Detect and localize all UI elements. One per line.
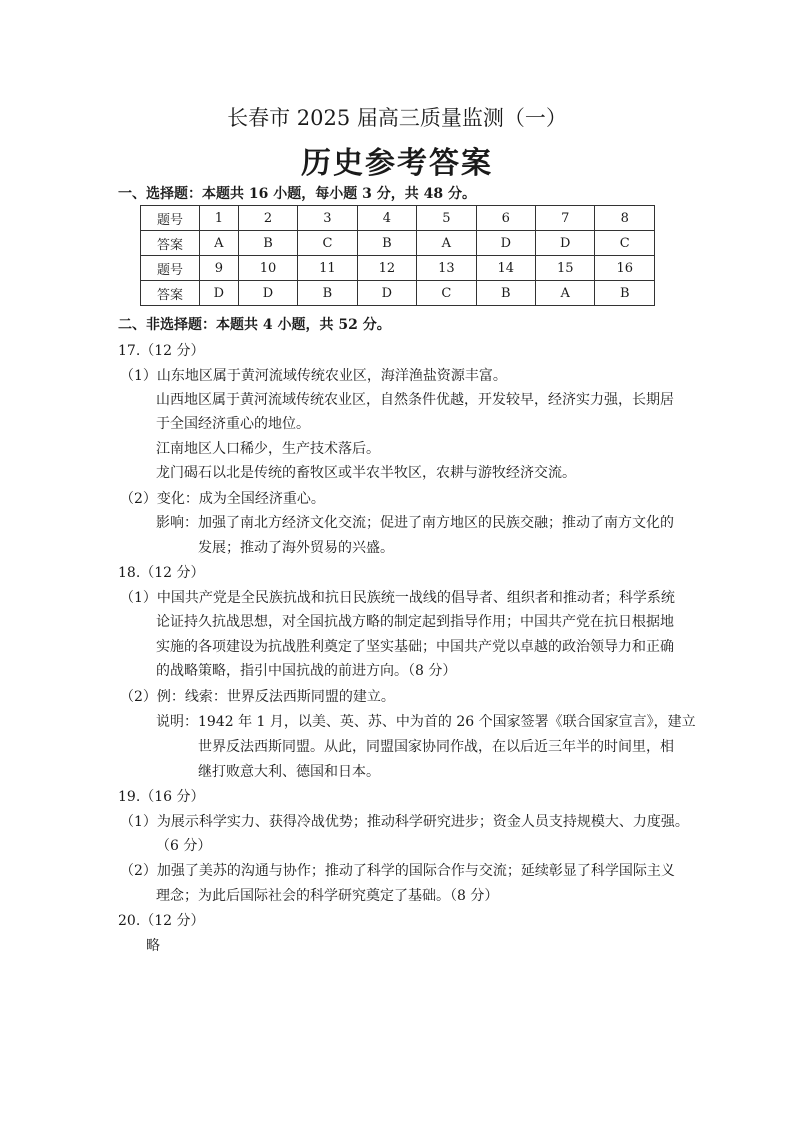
table-cell: 15 (536, 256, 595, 281)
q19-part1-line2: （6 分） (156, 838, 212, 854)
table-cell: A (417, 231, 476, 256)
table-cell: D (357, 281, 416, 306)
table-cell: B (298, 281, 357, 306)
q17-part1-line5: 龙门碣石以北是传统的畜牧区或半农半牧区，农耕与游牧经济交流。 (156, 465, 576, 481)
q18-part2-line4: 继打败意大利、德国和日本。 (198, 764, 380, 780)
q17-part1-line4: 江南地区人口稀少，生产技术落后。 (156, 441, 380, 457)
q19-part2-line2: 理念；为此后国际社会的科学研究奠定了基础。（8 分） (156, 888, 499, 904)
table-cell: 4 (357, 206, 416, 231)
section1-heading: 一、选择题：本题共 16 小题，每小题 3 分，共 48 分。 (118, 186, 476, 202)
table-row (141, 231, 655, 256)
q18-part1-line1: （1）中国共产党是全民族抗战和抗日民族统一战线的倡导者、组织者和推动者；科学系统 (120, 590, 675, 606)
table-cell: 13 (417, 256, 476, 281)
q17-part1-line3: 于全国经济重心的地位。 (156, 416, 310, 432)
table-cell: 7 (536, 206, 595, 231)
table-row (141, 206, 655, 231)
table-cell: 16 (595, 256, 655, 281)
q20-title: 20.（12 分） (118, 913, 205, 929)
table-cell: 3 (298, 206, 357, 231)
table-cell: 8 (595, 206, 655, 231)
table-row-label: 题号 (141, 256, 200, 281)
answer-table (140, 205, 655, 306)
q18-part2-line3: 世界反法西斯同盟。从此，同盟国家协同作战，在以后近三年半的时间里，相 (198, 739, 674, 755)
table-cell: 12 (357, 256, 416, 281)
table-row (141, 256, 655, 281)
table-cell: D (476, 231, 535, 256)
table-cell: 9 (200, 256, 239, 281)
table-cell: 14 (476, 256, 535, 281)
table-cell: 11 (298, 256, 357, 281)
table-cell: A (536, 281, 595, 306)
table-cell: 6 (476, 206, 535, 231)
table-cell: B (238, 231, 297, 256)
q17-part2-line2: 影响：加强了南北方经济文化交流；促进了南方地区的民族交融；推动了南方文化的 (156, 515, 674, 531)
document-title: 长春市 2025 届高三质量监测（一） (227, 106, 567, 130)
q17-part1-line2: 山西地区属于黄河流域传统农业区，自然条件优越，开发较早，经济实力强，长期居 (156, 392, 674, 408)
table-cell: C (595, 231, 655, 256)
q18-part2-line1: （2）例：线索：世界反法西斯同盟的建立。 (120, 689, 395, 705)
q20-body: 略 (146, 938, 160, 954)
q18-title: 18.（12 分） (118, 565, 205, 581)
table-cell: 5 (417, 206, 476, 231)
q18-part1-line3: 实施的各项建设为抗战胜利奠定了坚实基础；中国共产党以卓越的政治领导力和正确 (156, 639, 674, 655)
table-cell: B (595, 281, 655, 306)
table-row-label: 答案 (141, 281, 200, 306)
q18-part2-line2: 说明：1942 年 1 月，以美、英、苏、中为首的 26 个国家签署《联合国家宣言》，建立 (156, 714, 696, 730)
table-cell: D (536, 231, 595, 256)
table-row-label: 答案 (141, 231, 200, 256)
q17-part2-line3: 发展；推动了海外贸易的兴盛。 (198, 540, 394, 556)
q19-part1-line1: （1）为展示科学实力、获得冷战优势；推动科学研究进步；资金人员支持规模大、力度强。 (120, 814, 689, 830)
table-cell: 1 (200, 206, 239, 231)
table-cell: 2 (238, 206, 297, 231)
table-row (141, 281, 655, 306)
table-cell: C (298, 231, 357, 256)
table-cell: B (476, 281, 535, 306)
q19-part2-line1: （2）加强了美苏的沟通与协作；推动了科学的国际合作与交流；延续彰显了科学国际主义 (120, 863, 675, 879)
q17-part2-line1: （2）变化：成为全国经济重心。 (120, 491, 325, 507)
table-cell: 10 (238, 256, 297, 281)
q17-title: 17.（12 分） (118, 343, 205, 359)
table-cell: A (200, 231, 239, 256)
section2-heading: 二、非选择题：本题共 4 小题，共 52 分。 (118, 317, 391, 333)
q18-part1-line4: 的战略策略，指引中国抗战的前进方向。（8 分） (156, 663, 457, 679)
table-cell: D (238, 281, 297, 306)
q18-part1-line2: 论证持久抗战思想，对全国抗战方略的制定起到指导作用；中国共产党在抗日根据地 (156, 614, 674, 630)
table-cell: B (357, 231, 416, 256)
q19-title: 19.（16 分） (118, 789, 205, 805)
table-cell: C (417, 281, 476, 306)
document-subtitle: 历史参考答案 (301, 146, 493, 181)
table-row-label: 题号 (141, 206, 200, 231)
q17-part1-line1: （1）山东地区属于黄河流域传统农业区，海洋渔盐资源丰富。 (120, 368, 507, 384)
table-cell: D (200, 281, 239, 306)
